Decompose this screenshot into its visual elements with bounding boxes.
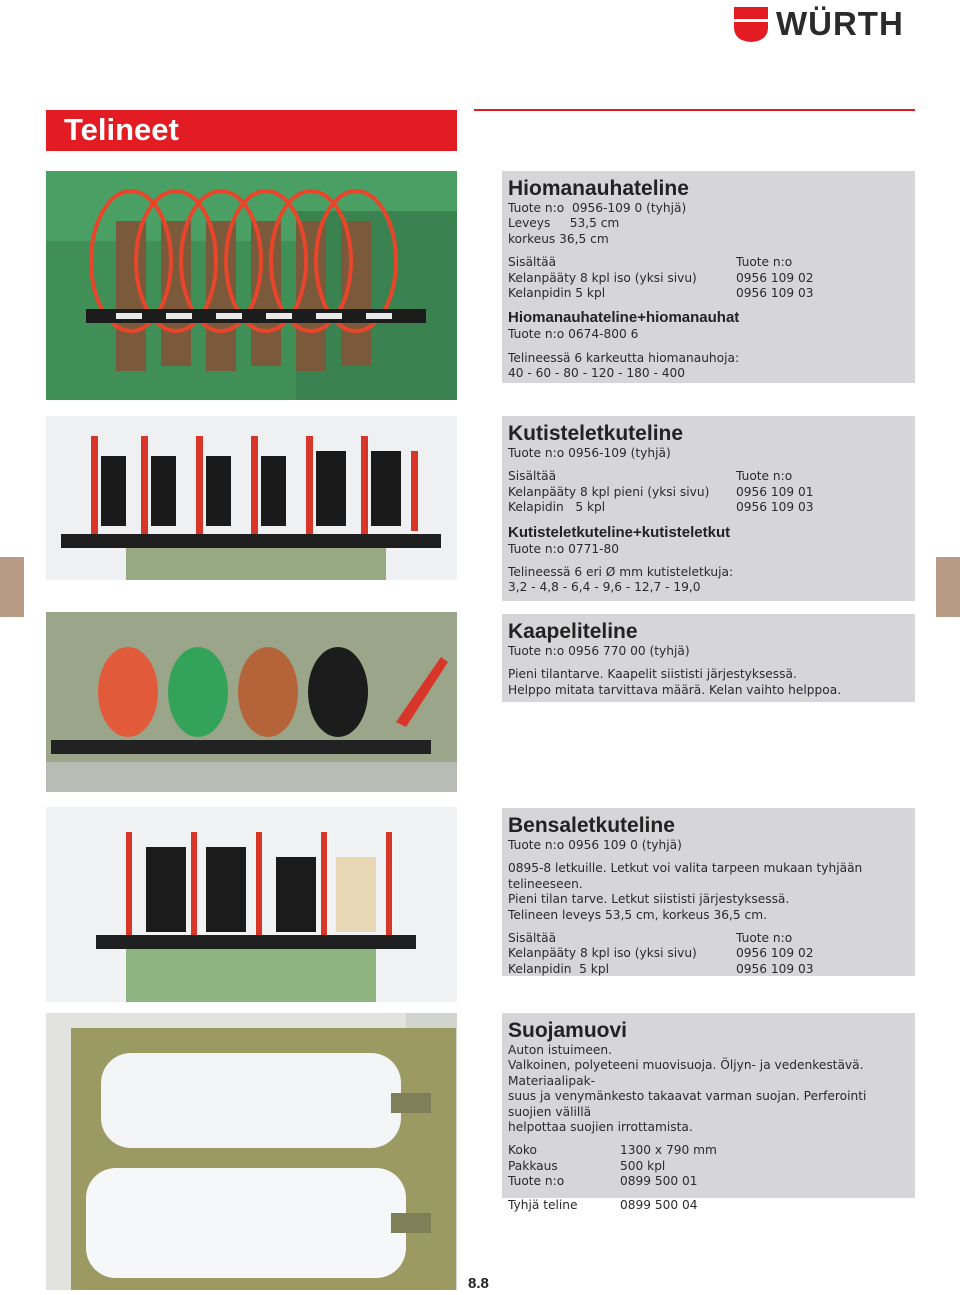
table-row: Kelanpääty 8 kpl iso (yksi sivu) 0956 109 02	[508, 270, 814, 285]
table-row: Sisältää Tuote n:o	[508, 255, 793, 270]
table-row: Sisältää Tuote n:o	[508, 469, 793, 484]
panel-kaapeliteline	[502, 614, 915, 702]
section-subtitle-kutiste: Kutisteletkuteline+kutisteletkut	[508, 523, 731, 541]
page-title-bar	[46, 110, 457, 151]
table-row: Kelanpääty 8 kpl iso (yksi sivu) 0956 109 02	[508, 946, 814, 961]
panel-bensaletkuteline	[502, 808, 915, 976]
page-title: Telineet	[64, 112, 179, 147]
brand-name: WÜRTH	[776, 5, 904, 42]
page-number: 8.8	[468, 1275, 489, 1292]
table-row: Kelapidin 5 kpl 0956 109 03	[508, 500, 814, 515]
table-row: Kelanpidin 5 kpl 0956 109 03	[508, 286, 814, 301]
kutiste-line-1: Tuote n:o 0956-109 (tyhjä)	[508, 446, 671, 460]
table-row: Sisältää Tuote n:o	[508, 931, 793, 946]
photo-kaapeliteline	[46, 612, 457, 792]
kaapeli-note-2: Helppo mitata tarvittava määrä. Kelan vaihto helppoa.	[508, 682, 842, 697]
kutiste-sub-line: Tuote n:o 0771-80	[508, 541, 620, 556]
hioma-line-1: Tuote n:o 0956-109 0 (tyhjä)	[508, 201, 687, 215]
kaapeli-line-1: Tuote n:o 0956 770 00 (tyhjä)	[508, 644, 690, 658]
photo-kutisteletkuteline	[46, 416, 457, 580]
hioma-sub-line: Tuote n:o 0674-800 6	[508, 327, 639, 342]
suoja-note-3: helpottaa suojien irrottamista.	[508, 1120, 693, 1135]
section-subtitle-hioma: Hiomanauhateline+hiomanauhat	[508, 309, 740, 327]
table-row: Kelanpidin 5 kpl 0956 109 03	[508, 961, 814, 976]
suoja-line-1: Auton istuimeen.	[508, 1043, 612, 1057]
panel-suojamuovi	[502, 1013, 915, 1212]
hioma-note-1: Telineessä 6 karkeutta hiomanauhoja:	[508, 350, 740, 365]
bensa-note-3: Telineen leveys 53,5 cm, korkeus 36,5 cm.	[508, 907, 767, 922]
panel-kutisteletkuteline	[502, 416, 915, 601]
hioma-line-2: Leveys 53,5 cm	[508, 216, 620, 231]
suoja-note-1: Valkoinen, polyeteeni muovisuoja. Öljyn- ja vedenkestävä. Materiaalipak-	[508, 1058, 864, 1088]
spec-row: Pakkaus 500 kpl	[508, 1158, 666, 1173]
bensa-note-1: 0895-8 letkuille. Letkut voi valita tarpeen mukaan tyhjään telineeseen.	[508, 861, 863, 891]
photo-suojamuovi	[46, 1013, 457, 1290]
table-row: Kelanpääty 8 kpl pieni (yksi sivu) 0956 109 01	[508, 484, 814, 499]
section-title-suoja: Suojamuovi	[508, 1019, 628, 1042]
side-tab-left	[0, 557, 24, 617]
title-rule	[474, 109, 915, 111]
hioma-note-2: 40 - 60 - 80 - 120 - 180 - 400	[508, 366, 686, 381]
kutiste-note-1: Telineessä 6 eri Ø mm kutisteletkuja:	[508, 565, 734, 580]
bensa-line-1: Tuote n:o 0956 109 0 (tyhjä)	[508, 838, 682, 852]
bensa-note-2: Pieni tilan tarve. Letkut siististi järjestyksessä.	[508, 892, 790, 907]
photo-bensaletkuteline	[46, 807, 457, 1002]
spec-row: Tuote n:o 0899 500 01	[508, 1174, 698, 1189]
suoja-note-2: suus ja venymänkesto takaavat varman suojan. Perferointi suojien välillä	[508, 1089, 867, 1119]
wurth-logo-icon	[732, 5, 770, 43]
wurth-logo	[732, 4, 904, 44]
hioma-line-3: korkeus 36,5 cm	[508, 231, 609, 246]
kutiste-note-2: 3,2 - 4,8 - 6,4 - 9,6 - 12,7 - 19,0	[508, 580, 701, 595]
section-title-hioma: Hiomanauhateline	[508, 177, 689, 200]
spec-row-empty-rack: Tyhjä teline 0899 500 04	[508, 1197, 698, 1212]
side-tab-right	[936, 557, 960, 617]
section-title-kaapeli: Kaapeliteline	[508, 620, 638, 643]
photo-hiomanauhateline	[46, 171, 457, 400]
section-title-bensa: Bensaletkuteline	[508, 814, 675, 837]
kaapeli-note-1: Pieni tilantarve. Kaapelit siististi järjestyksessä.	[508, 667, 797, 682]
section-title-kutiste: Kutisteletkuteline	[508, 422, 684, 445]
panel-hiomanauhateline	[502, 171, 915, 383]
spec-row: Koko 1300 x 790 mm	[508, 1143, 717, 1158]
